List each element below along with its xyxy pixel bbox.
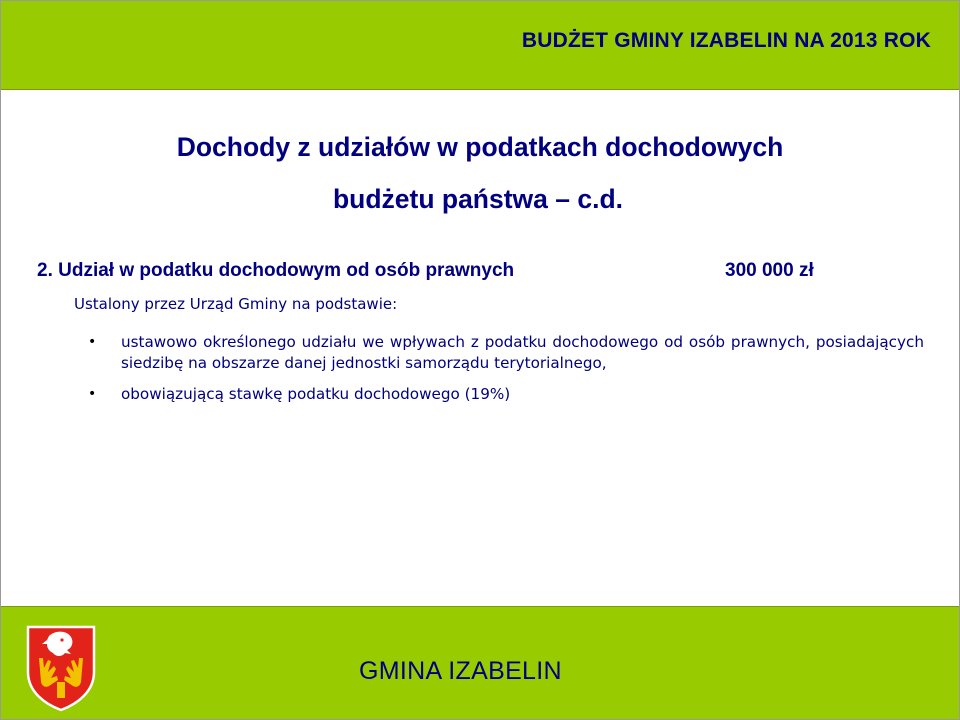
bullet-item xyxy=(86,332,924,374)
footer-title: GMINA IZABELIN xyxy=(359,657,562,685)
bullet-list xyxy=(86,332,924,415)
bullet-dot-icon: • xyxy=(88,334,97,350)
bullet-text: obowiązującą stawkę podatku dochodowego (19%) xyxy=(121,385,511,403)
slide-title-line-1: Dochody z udziałów w podatkach dochodowych xyxy=(176,132,784,162)
section-heading xyxy=(37,260,897,282)
header-title: BUDŻET GMINY IZABELIN NA 2013 ROK xyxy=(521,29,931,52)
bullet-text: ustawowo określonego udziału we wpływach z podatku dochodowego od osób prawnych, posiadających siedzibę na obszarze danej jednostki samorządu terytorialnego, xyxy=(121,333,924,372)
section-subheading: Ustalony przez Urząd Gminy na podstawie: xyxy=(74,295,398,313)
section-label: 2. Udział w podatku dochodowym od osób prawnych xyxy=(37,260,515,281)
bullet-dot-icon: • xyxy=(88,386,97,402)
slide-title-line-2: budżetu państwa – c.d. xyxy=(332,184,624,214)
izabelin-coat-of-arms-icon xyxy=(25,624,97,712)
footer-band xyxy=(1,606,959,720)
header-band xyxy=(1,1,959,90)
bullet-item xyxy=(86,384,924,405)
section-amount: 300 000 zł xyxy=(725,260,814,281)
